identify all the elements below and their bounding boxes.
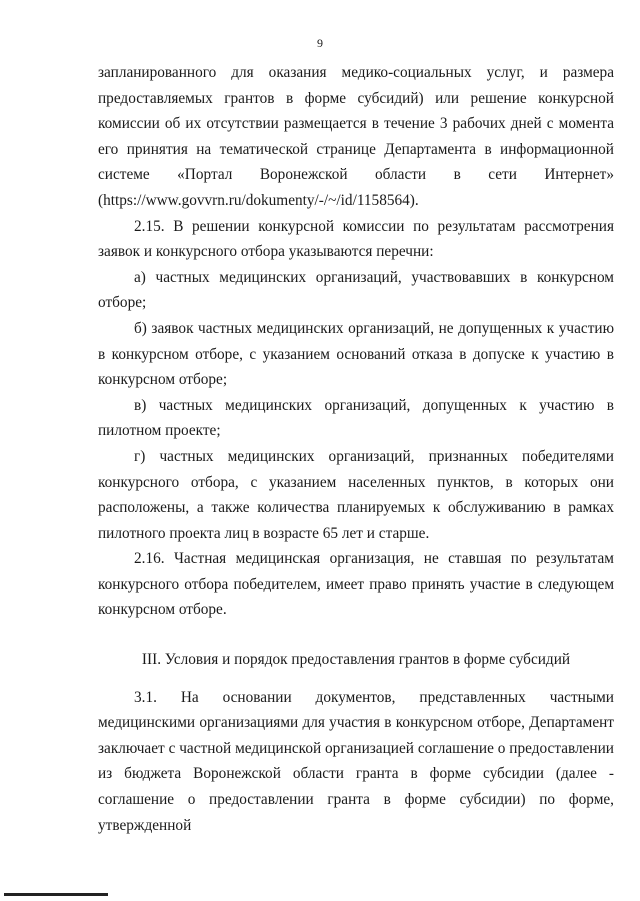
page-number: 9 <box>317 36 323 50</box>
paragraph-2-15: 2.15. В решении конкурсной комиссии по результатам рассмотрения заявок и конкурсного отбора указываются перечни: <box>98 217 614 261</box>
section-heading: III. Условия и порядок предоставления грантов в форме субсидий <box>141 651 571 669</box>
list-item-g: г) частных медицинских организаций, признанных победителями конкурсного отбора, с указанием населенных пунктов, в которых они расположены, а также количества планируемых к обслуживанию в рамках пилотного проекта лиц в возрасте 65 лет и старше. <box>98 447 614 542</box>
list-item-v: в) частных медицинских организаций, допущенных к участию в пилотном проекте; <box>98 396 614 440</box>
footer-rule <box>4 893 108 896</box>
paragraph-continuation: запланированного для оказания медико-социальных услуг, и размера предоставляемых грантов в форме субсидий) или решение конкурсной комиссии об их отсутствии размещается в течение 3 рабочих дней с момента его принятия на тематической странице Департамента в информационной системе «Портал Воронежской области в сети Интернет» (https://www.govvrn.ru/dokumenty/-/~/id/1158564). <box>98 64 614 209</box>
paragraph-3-1: 3.1. На основании документов, представленных частными медицинскими организациями для участия в конкурсном отборе, Департамент заключает с частной медицинской организацией соглашение о предоставлении из бюджета Воронежской области гранта в форме субсидии (далее - соглашение о предоставлении гранта в форме субсидии) по форме, утвержденной <box>98 688 614 834</box>
document-body <box>98 60 614 838</box>
paragraph-2-16: 2.16. Частная медицинская организация, не ставшая по результатам конкурсного отбора победителем, имеет право принять участие в следующем конкурсном отборе. <box>98 550 614 619</box>
list-item-a: а) частных медицинских организаций, участвовавших в конкурсном отборе; <box>98 268 614 312</box>
list-item-b: б) заявок частных медицинских организаций, не допущенных к участию в конкурсном отборе, с указанием оснований отказа в допуске к участию в конкурсном отборе; <box>98 319 614 389</box>
